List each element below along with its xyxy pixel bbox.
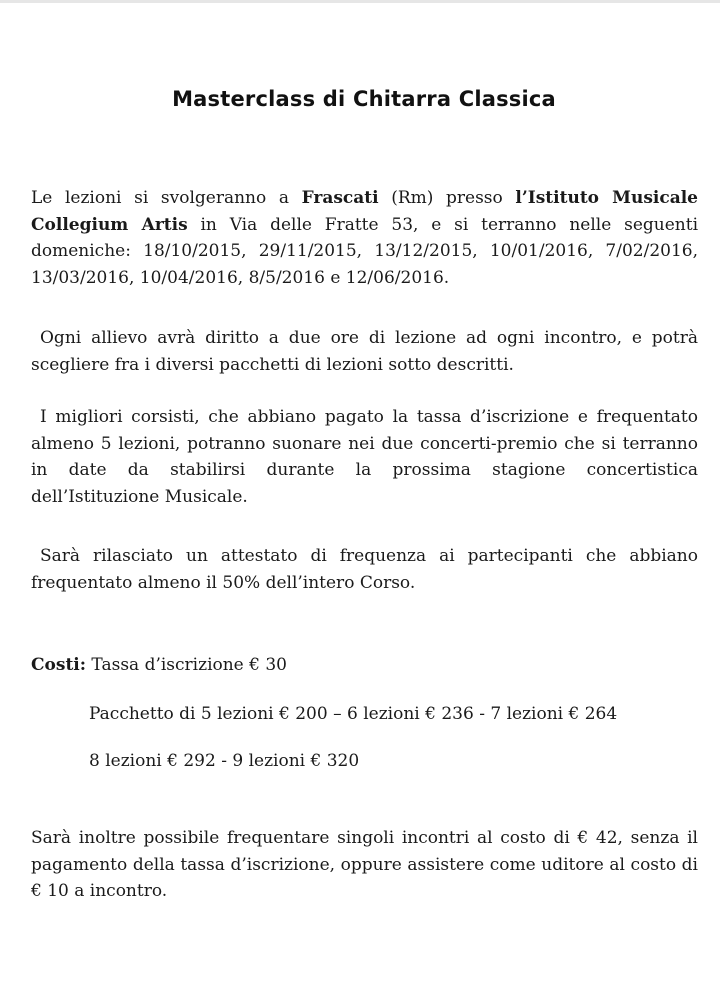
costs-packages-1: Pacchetto di 5 lezioni € 200 – 6 lezioni € 236 - 7 lezioni € 264 <box>89 704 618 724</box>
p1-text-1: Le lezioni si svolgeranno a <box>31 188 302 208</box>
p1-institute: l’Istituto Musicale Collegium Artis <box>31 188 698 235</box>
costs-fee: Tassa d’iscrizione € 30 <box>86 655 288 675</box>
paragraph-certificate: Sarà rilasciato un attestato di frequenza ai partecipanti che abbiano frequentato almeno il 50% dell’intero Corso. <box>31 546 698 593</box>
p1-city: Frascati <box>301 188 379 208</box>
paragraph-single-meetings: Sarà inoltre possibile frequentare singoli incontri al costo di € 42, senza il pagamento della tassa d’iscrizione, oppure assistere come uditore al costo di € 10 a incontro. <box>31 828 698 901</box>
paragraph-concerts: I migliori corsisti, che abbiano pagato la tassa d’iscrizione e frequentato almeno 5 lezioni, potranno suonare nei due concerti-premio che si terranno in date da stabilirsi durante la prossima stagione concertistica dell’Istituzione Musicale. <box>31 407 698 507</box>
document-title: Masterclass di Chitarra Classica <box>172 87 556 111</box>
p1-text-3: in Via delle Fratte 53, e si terranno nelle seguenti domeniche: 18/10/2015, 29/11/2015, 13/12/2015, 10/01/2016, 7/02/2016, 13/03/2016, 10/04/2016, 8/5/2016 e 12/06/2016. <box>31 214 699 288</box>
p1-text-2: (Rm) presso <box>378 188 516 208</box>
costs-packages-2: 8 lezioni € 292 - 9 lezioni € 320 <box>89 751 360 771</box>
costs-label: Costi: <box>31 655 87 675</box>
paragraph-lessons: Ogni allievo avrà diritto a due ore di lezione ad ogni incontro, e potrà scegliere fra i diversi pacchetti di lezioni sotto descritti. <box>31 328 698 375</box>
costs-line <box>31 652 287 678</box>
paragraph-location-dates <box>31 185 698 291</box>
